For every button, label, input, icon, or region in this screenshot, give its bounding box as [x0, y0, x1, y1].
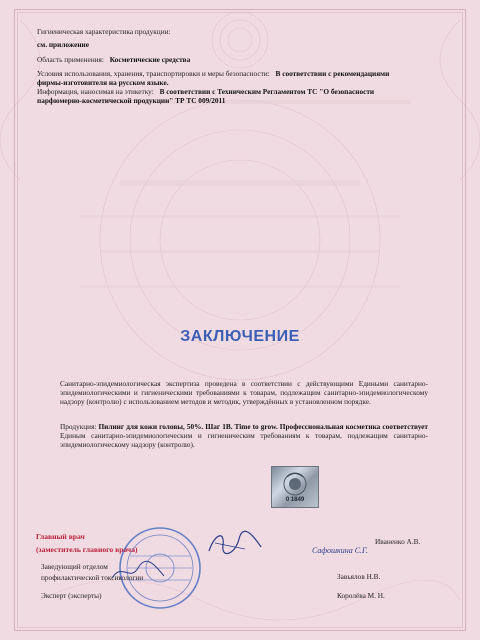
application-field: [37, 56, 190, 65]
conditions-value-1: В соответствии с рекомендациями: [275, 69, 390, 78]
label-info-field: [37, 88, 442, 105]
hologram-seal: [271, 466, 319, 508]
conclusion-paragraph-2: [60, 423, 428, 449]
head-label-2: профилактической токсикологии: [41, 573, 144, 582]
chief-name: Иваненко А.В.: [375, 537, 421, 546]
head-label-1: Заведующий отделом: [41, 562, 108, 571]
chief-label-1: Главный врач: [36, 532, 85, 541]
conclusion-title: ЗАКЛЮЧЕНИЕ: [180, 328, 300, 345]
product-compliance: Единым санитарно-эпидемиологическим и гигиеническим требованиям к товарам, подлежащим санитарно-эпидемиологическому надзору (контролю).: [60, 430, 428, 449]
hologram-code: 0 1849: [285, 497, 305, 503]
conditions-value-2: фирмы-изготовителя на русском языке.: [37, 77, 169, 87]
handwritten-name: Сафошкина С.Г.: [312, 546, 368, 555]
conclusion-paragraph-1: Санитарно-эпидемиологическая экспертиза проведена в соответствии с действующими Едиными санитарно-эпидемиологическими и гигиеническими требованиями к товарам, подлежащим санитарно-эпидемиологическому надзору (контролю) с использованием методов и методик, утверждённых в установленном порядке.: [60, 379, 428, 406]
appendix-note: см. приложение: [37, 40, 89, 49]
expert-label: Эксперт (эксперты): [41, 591, 102, 600]
expert-name: Королёва М. Н.: [337, 591, 385, 600]
signature-chief: [205, 527, 265, 559]
conditions-field: [37, 70, 442, 87]
label-info-label: Информация, наносимая на этикетку:: [37, 87, 154, 96]
label-info-value-1: В соответствии с Техническим Регламентом ТС "О безопасности: [159, 87, 375, 96]
product-prefix: Продукция:: [60, 422, 97, 431]
product-name: Пилинг для кожи головы, 50%. Шаг 1B. Time to grow. Профессиональная косметика соответствует: [98, 422, 428, 431]
application-value: Косметические средства: [109, 55, 191, 64]
conditions-label: Условия использования, хранения, транспортировки и меры безопасности:: [37, 69, 270, 78]
chief-label-2: (заместитель главного врача): [36, 545, 138, 554]
head-name: Завьялов Н.В.: [337, 572, 381, 581]
label-info-value-2: парфюмерно-косметической продукции" ТР ТС 009/2011: [37, 95, 226, 105]
hygiene-label: Гигиеническая характеристика продукции:: [37, 27, 171, 36]
application-label: Область применения:: [37, 55, 104, 64]
